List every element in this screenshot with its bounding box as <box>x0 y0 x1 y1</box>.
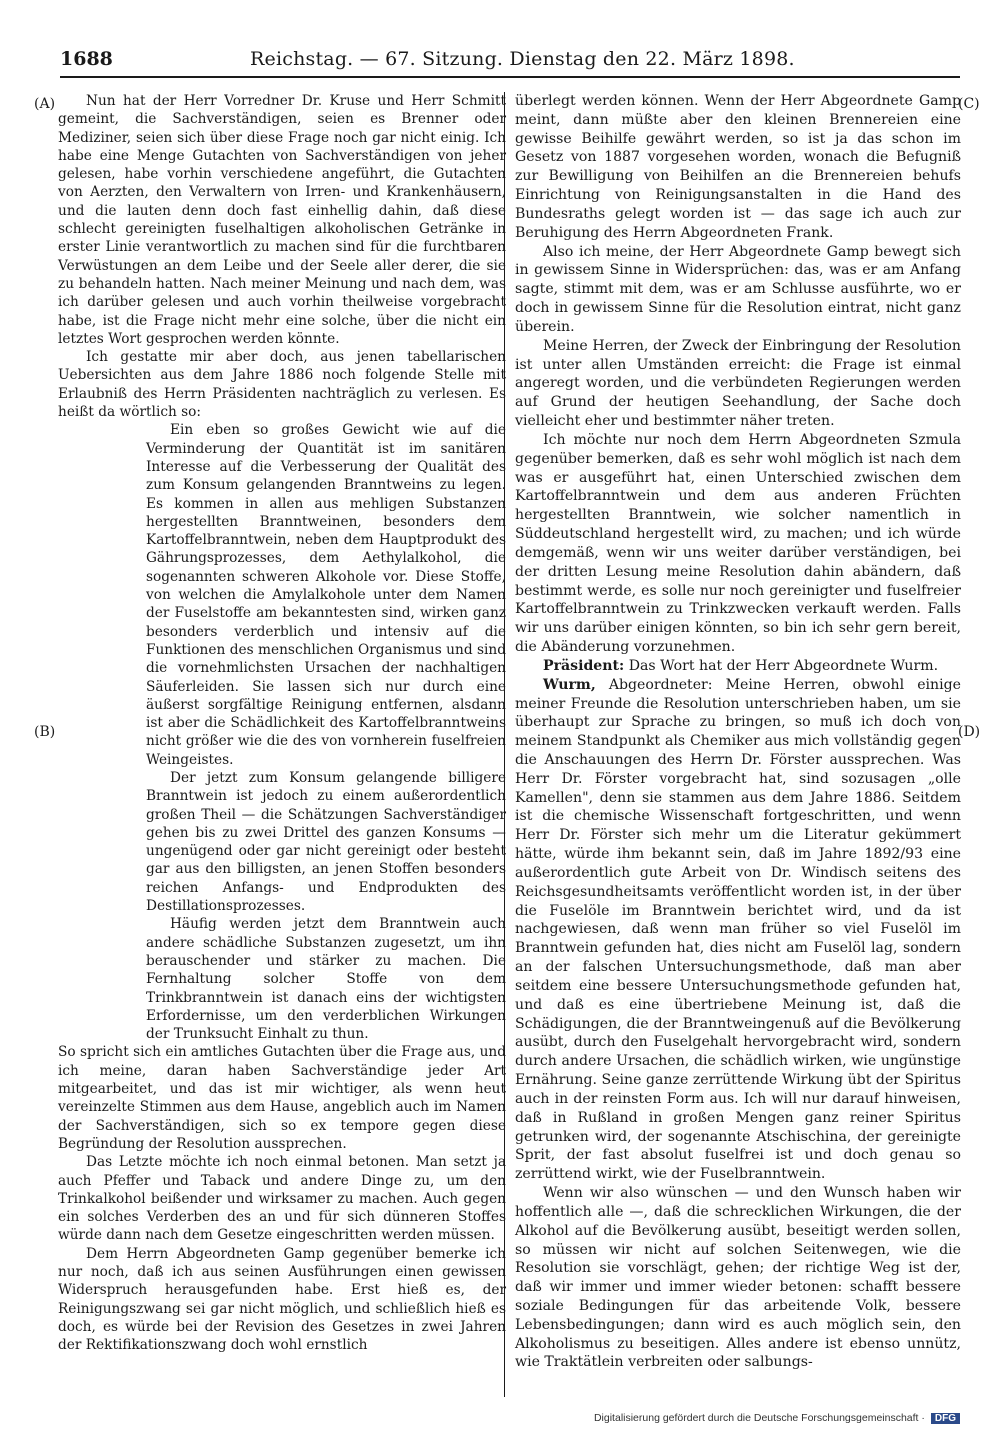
footer-credit: Digitalisierung gefördert durch die Deutsche Forschungsgemeinschaft · <box>593 1412 925 1424</box>
paragraph: überlegt werden können. Wenn der Herr Abgeordnete Gamp meint, dann müßte aber den kleinen Brennereien eine gewisse Beihilfe gewährt werden, so ist ja das schon im Gesetz von 1887 vorgesehen worden, wonach die Befugniß zur Bewilligung von Beihilfen an die Brennereien behufs Einrichtung von Reinigungsanstalten in die Hand des Bundesraths gelegt worden ist — das sage ich auch zur Beruhigung des Herrn Abgeordneten Frank. <box>515 93 961 241</box>
page-header <box>60 44 960 74</box>
margin-marker-c: (C) <box>958 96 980 112</box>
speaker-name: Wurm, <box>543 676 596 693</box>
running-title: Reichstag. — 67. Sitzung. Dienstag den 22. März 1898. <box>250 48 795 70</box>
column-divider <box>504 92 505 1397</box>
quote-paragraph: Ein eben so großes Gewicht wie auf die Verminderung der Quantität ist im sanitären Interesse auf die Verbesserung der Qualität des zum Konsum gelangenden Branntweins zu legen. Es kommen in allen aus mehligen Substanzen hergestellten Branntweinen, besonders dem Kartoffelbranntwein, neben dem Hauptprodukt des Gährungsprozesses, dem Aethylalkohol, die sogenannten schweren Alkohole vor. Diese Stoffe, von welchen die Amylalkohole unter dem Namen der Fuselstoffe am bekanntesten sind, wirken ganz besonders verderblich und intensiv auf die Funktionen des menschlichen Organismus und sind die vornehmlichsten Ursachen der nachhaltigen Säuferleiden. Sie lassen sich nur durch eine äußerst sorgfältige Reinigung entfernen, alsdann ist aber die Schädlichkeit des Kartoffelbranntweins nicht größer wie die des von vornherein fuselfreien Weingeistes. <box>146 422 506 768</box>
quote-paragraph: Der jetzt zum Konsum gelangende billigere Branntwein ist jedoch zu einem außerordentlich großen Theil — die Schätzungen Sachverständiger gehen bis zu zwei Drittel des ganzen Konsums — ungenügend oder gar nicht gereinigt oder besteht gar aus den billigsten, an jenen Stoffen besonders reichen Anfangs- und Endprodukten des Destillationsprozesses. <box>146 769 506 915</box>
speech-text: Abgeordneter: Meine Herren, obwohl einige meiner Freunde die Resolution unterschrieben haben, um sie überhaupt zur Sprache zu bringen, so muß ich doch von meinem Standpunkt als Chemiker aus mich vollständig gegen die Anschauungen des Herrn Dr. Förster aussprechen. Was Herr Dr. Förster vorgebracht hat, sind sozusagen „olle Kamellen", denn sie stammen aus dem Jahre 1886. Seitdem ist die chemische Wissenschaft fortgeschritten, und wenn Herr Dr. Förster sich mehr um die Literatur gekümmert hätte, würde ihm bekannt sein, daß im Jahre 1892/93 eine außerordentlich gute Arbeit von Dr. Windisch seitens des Reichsgesundheitsamts veröffentlicht worden ist, in der über die Fuselöle im Branntwein berichtet wird, und da ist nachgewiesen, daß wenn man früher so viel Fuselöl im Branntwein gefunden hat, dies nicht am Fuselöl lag, sondern an der falschen Untersuchungsmethode, daß man aber seitdem eine bessere Untersuchungsmethode gefunden hat, und daß es eine übertriebene Meinung ist, daß die Schädigungen, die der Branntweingenuß auf die Bevölkerung ausübt, durch den Fuselgehalt hervorgebracht wird, sondern durch andere Ursachen, die schädlich wirken, wie ungünstige Ernährung. Seine ganze zerrüttende Wirkung übt der Spiritus auch in der reinsten Form aus. Ich will nur darauf hinweisen, daß in Rußland in großen Mengen ganz reiner Spiritus getrunken wird, der sogenannte Atschischina, der gereinigte Sprit, der fast absolut fuselfrei ist und doch genau so zerrüttend wirkt, wie der Fuselbranntwein. <box>515 676 961 1183</box>
paragraph: Also ich meine, der Herr Abgeordnete Gamp bewegt sich in gewissem Sinne in Widersprüchen: das, was er am Anfang sagte, stimmt mit dem, was er am Schlusse ausführte, wo er doch in gewissem Sinne für die Resolution eintrat, nicht ganz überein. <box>515 243 961 335</box>
speaker-name: Präsident: <box>543 657 625 674</box>
quote-paragraph: Häufig werden jetzt dem Branntwein auch andere schädliche Substanzen zugesetzt, um ihn berauschender und stärker zu machen. Die Fernhaltung solcher Stoffe von dem Trinkbranntwein ist danach eins der wichtigsten Erfordernisse, um den verderblichen Wirkungen der Trunksucht Einhalt zu thun. <box>146 916 506 1043</box>
margin-marker-a: (A) <box>34 96 56 112</box>
page-number: 1688 <box>60 48 113 70</box>
margin-marker-d: (D) <box>958 724 981 740</box>
paragraph-wurm <box>515 676 961 1184</box>
paragraph: So spricht sich ein amtliches Gutachten über die Frage aus, und ich meine, daran haben Sachverständige jeder Art mitgearbeitet, und das ist mir wichtiger, als wenn heut vereinzelte Stimmen aus dem Hause, angeblich auch im Namen der Sachverständigen, sich so ex tempore gegen diese Begründung der Resolution aussprechen. <box>58 1044 506 1152</box>
margin-marker-b: (B) <box>34 724 56 740</box>
paragraph: Ich gestatte mir aber doch, aus jenen tabellarischen Uebersichten aus dem Jahre 1886 noch folgende Stelle mit Erlaubniß des Herrn Präsidenten nachträglich zu verlesen. Es heißt da wörtlich so: <box>58 349 506 421</box>
paragraph-president <box>515 657 961 676</box>
paragraph: Das Letzte möchte ich noch einmal betonen. Man setzt ja auch Pfeffer und Taback und andere Dinge zu, um den Trinkalkohol beißender und wirksamer zu machen. Auch gegen ein solches Verderben des an und für sich dünneren Stoffes würde dann nach dem Gesetze eingeschritten werden müssen. <box>58 1154 506 1244</box>
paragraph: Ich möchte nur noch dem Herrn Abgeordneten Szmula gegenüber bemerken, daß es sehr wohl möglich ist nach dem was er ausgeführt hat, einen Unterschied zwischen dem Kartoffelbranntwein und dem aus anderen Früchten hergestellten Branntwein, wie solcher namentlich in Süddeutschland hergestellt wird, zu machen; und ich würde demgemäß, wenn wir uns weiter darüber verständigen, bei der dritten Lesung meine Resolution dahin abändern, daß bestimmt werde, es solle nur noch gereinigter und fuselfreier Kartoffelbranntwein zu Trinkzwecken verkauft werden. Falls wir uns darüber einigen könnten, so bin ich sehr gern bereit, die Abänderung vorzunehmen. <box>515 431 961 656</box>
dfg-logo: DFG <box>931 1413 960 1424</box>
paragraph: Meine Herren, der Zweck der Einbringung der Resolution ist unter allen Umständen erreicht: die Frage ist einmal angeregt worden, und die verbündeten Regierungen werden auf Grund der heutigen Seehandlung, der Sache doch vielleicht eher und bestimmter näher treten. <box>515 337 961 430</box>
quotation <box>146 421 506 1043</box>
left-column <box>58 92 506 1354</box>
right-column <box>515 92 961 1372</box>
speech-text: Das Wort hat der Herr Abgeordnete Wurm. <box>624 657 939 674</box>
paragraph: Dem Herrn Abgeordneten Gamp gegenüber bemerke ich nur noch, daß ich aus seinen Ausführungen einen gewissen Widerspruch herausgefunden habe. Erst hieß es, der Reinigungszwang sei gar nicht möglich, und schließlich hieß es doch, es würde bei der Revision des Gesetzes in zwei Jahren der Rektifikationszwang doch wohl ernstlich <box>58 1245 506 1354</box>
footer <box>594 1412 960 1424</box>
paragraph: Wenn wir also wünschen — und den Wunsch haben wir hoffentlich alle —, daß die schrecklichen Wirkungen, die der Alkohol auf die Bevölkerung ausübt, beseitigt werden sollen, so müssen wir nicht auf solchen Seitenwegen, wie die Resolution sie vorschlägt, gehen; der richtige Weg ist der, daß wir immer und immer wieder betonen: schafft bessere soziale Bedingungen für das arbeitende Volk, bessere Lebensbedingungen; dann wird es auch möglich sein, den Alkoholismus zu beseitigen. Alles andere ist ebenso unnütz, wie Traktätlein verbreiten oder salbungs- <box>515 1185 961 1371</box>
header-rule <box>60 76 960 78</box>
paragraph: Nun hat der Herr Vorredner Dr. Kruse und Herr Schmitt gemeint, die Sachverständigen, seien es Brenner oder Mediziner, seien sich über diese Frage noch gar nicht einig. Ich habe eine Menge Gutachten von Sachverständigen von jeher gelesen, habe vorhin verschiedene angeführt, die Gutachten von Aerzten, den Verwaltern von Irren- und Krankenhäusern, und die lauten denn doch fast einhellig dahin, daß diese schlecht gereinigten fuselhaltigen alkoholischen Getränke in erster Linie verantwortlich zu machen sind für die furchtbaren Verwüstungen an dem Leibe und der Seele aller derer, die sie zu behandeln hatten. Nach meiner Meinung und nach dem, was ich darüber gelesen und auch vorhin theilweise vorgebracht habe, ist die Frage nicht mehr eine solche, über die nicht ein letztes Wort gesprochen werden könnte. <box>58 93 506 347</box>
